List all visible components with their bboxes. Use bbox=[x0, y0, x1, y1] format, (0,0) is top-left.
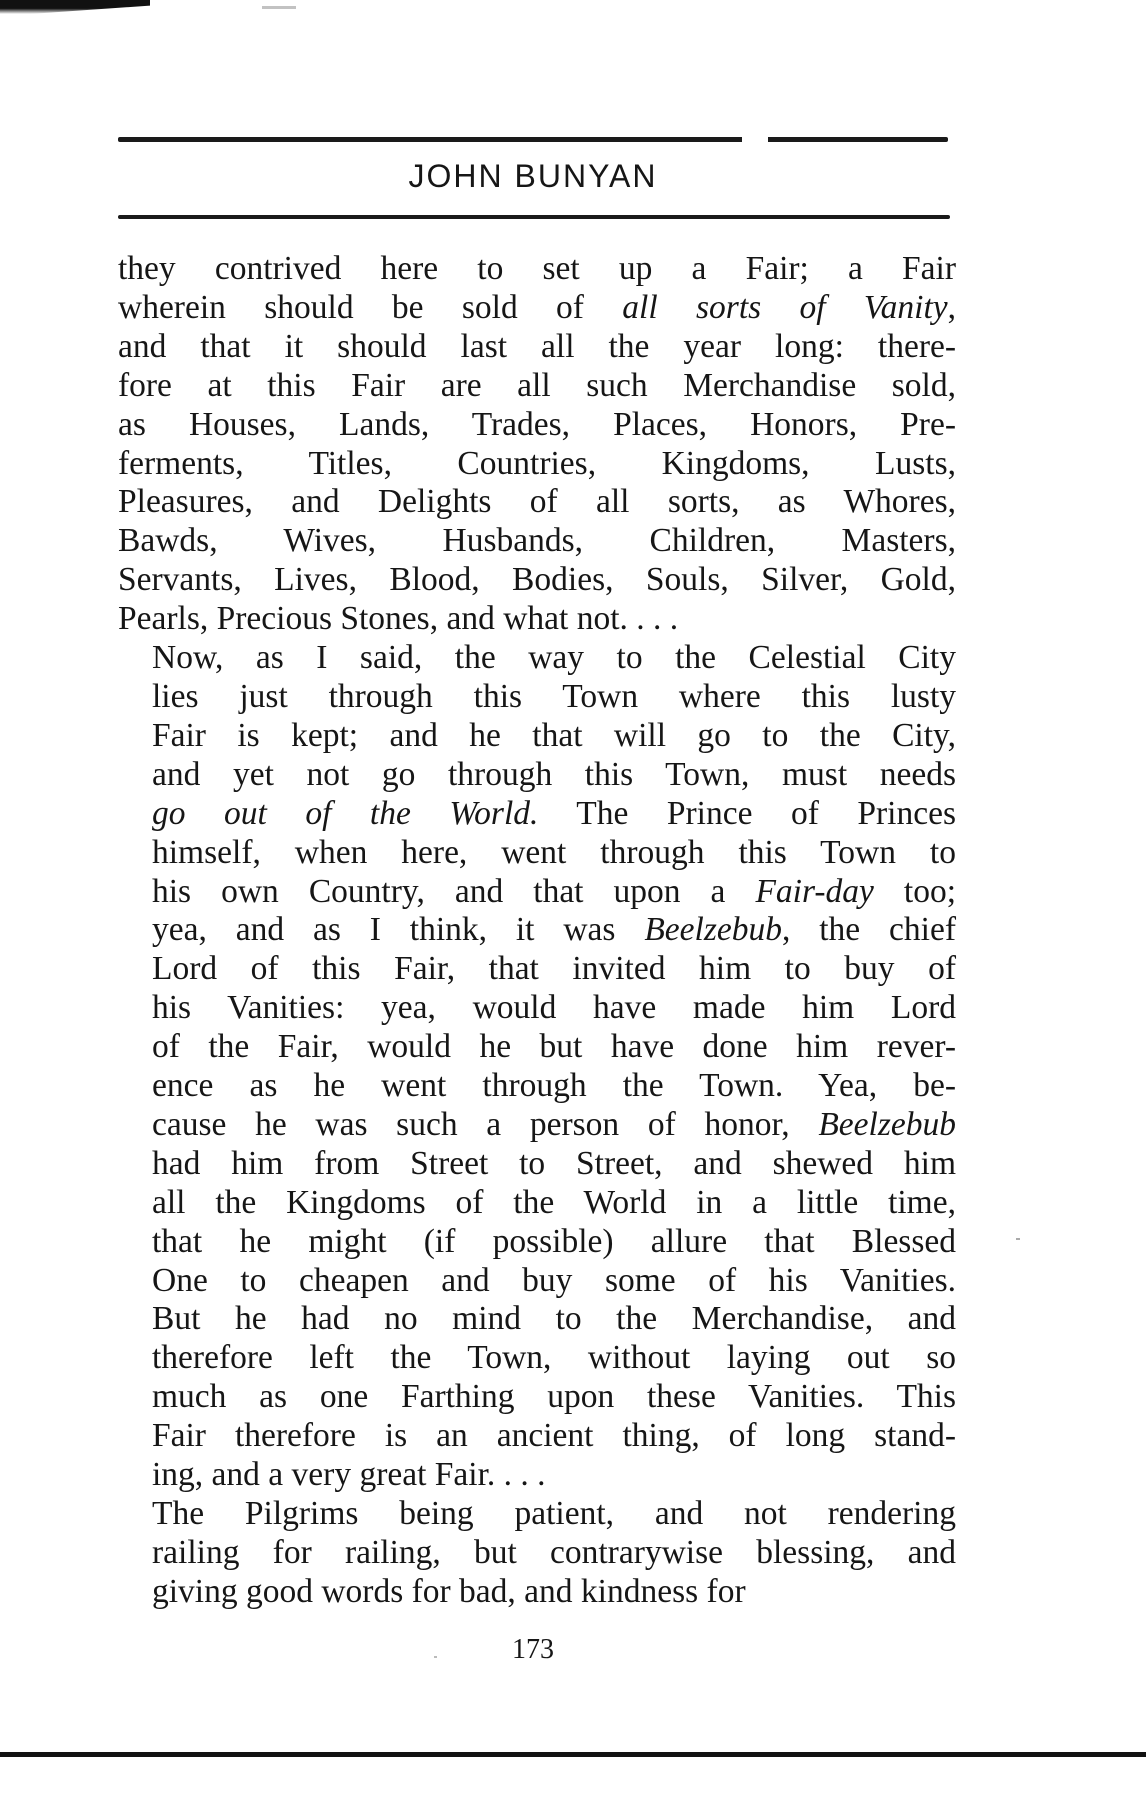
text-line: yea, and as I think, it was Beelzebub, the chief bbox=[152, 911, 956, 949]
text-line: ferments, Titles, Countries, Kingdoms, Lusts, bbox=[118, 444, 956, 482]
text-line: Fair is kept; and he that will go to the City, bbox=[152, 716, 956, 754]
scan-speck bbox=[1016, 1238, 1020, 1240]
header-rule-gap bbox=[742, 136, 768, 143]
text-line: railing for railing, but contrarywise blessing, and bbox=[152, 1533, 956, 1571]
text-line: The Pilgrims being patient, and not rendering bbox=[152, 1495, 956, 1532]
text-line: Bawds, Wives, Husbands, Children, Masters, bbox=[118, 522, 956, 560]
text-line: of the Fair, would he but have done him rever- bbox=[152, 1028, 956, 1066]
header-rule-top bbox=[118, 137, 948, 142]
text-line: wherein should be sold of all sorts of Vanity, bbox=[118, 288, 957, 326]
text-line: Pearls, Precious Stones, and what not. . . . bbox=[118, 600, 679, 638]
scan-speck bbox=[434, 1656, 437, 1658]
text-line: go out of the World. The Prince of Princes bbox=[152, 794, 956, 832]
text-line: all the Kingdoms of the World in a little time, bbox=[152, 1183, 956, 1221]
header-rule-bottom bbox=[118, 215, 950, 219]
text-line: himself, when here, went through this Town to bbox=[152, 833, 956, 871]
text-line: giving good words for bad, and kindness for bbox=[152, 1572, 746, 1610]
paragraph bbox=[118, 1495, 956, 1612]
page-bottom-edge bbox=[0, 1752, 1146, 1757]
text-line: Pleasures, and Delights of all sorts, as Whores, bbox=[118, 483, 956, 521]
running-head: JOHN BUNYAN bbox=[408, 158, 658, 194]
text-line: his own Country, and that upon a Fair-day too; bbox=[152, 872, 956, 910]
text-line: ence as he went through the Town. Yea, be- bbox=[152, 1067, 956, 1105]
text-line: therefore left the Town, without laying out so bbox=[152, 1339, 956, 1377]
text-line: But he had no mind to the Merchandise, and bbox=[152, 1300, 956, 1338]
text-line: that he might (if possible) allure that Blessed bbox=[152, 1222, 956, 1260]
text-line: One to cheapen and buy some of his Vanities. bbox=[152, 1261, 956, 1299]
paragraph bbox=[118, 250, 956, 639]
body-text bbox=[118, 250, 956, 1612]
text-line: lies just through this Town where this lusty bbox=[152, 677, 956, 715]
text-line: and yet not go through this Town, must needs bbox=[152, 755, 956, 793]
text-line: cause he was such a person of honor, Beelzebub bbox=[152, 1105, 956, 1143]
text-line: much as one Farthing upon these Vanities. This bbox=[152, 1378, 956, 1416]
text-line: as Houses, Lands, Trades, Places, Honors, Pre- bbox=[118, 405, 956, 443]
text-line: Lord of this Fair, that invited him to buy of bbox=[152, 950, 956, 988]
text-line: his Vanities: yea, would have made him Lord bbox=[152, 989, 956, 1027]
text-line: Now, as I said, the way to the Celestial City bbox=[152, 639, 956, 677]
scan-speck bbox=[262, 6, 296, 9]
text-line: Servants, Lives, Blood, Bodies, Souls, Silver, Gold, bbox=[118, 561, 956, 599]
text-line: ing, and a very great Fair. . . . bbox=[152, 1456, 546, 1494]
text-line: had him from Street to Street, and shewed him bbox=[152, 1144, 956, 1182]
text-line: fore at this Fair are all such Merchandise sold, bbox=[118, 366, 956, 404]
text-line: they contrived here to set up a Fair; a Fair bbox=[118, 250, 956, 287]
paragraph bbox=[118, 639, 956, 1495]
scan-edge-mark bbox=[0, 0, 150, 14]
page-number: 173 bbox=[512, 1634, 554, 1665]
text-line: Fair therefore is an ancient thing, of long stand- bbox=[152, 1417, 956, 1455]
text-line: and that it should last all the year long: there- bbox=[118, 327, 956, 365]
